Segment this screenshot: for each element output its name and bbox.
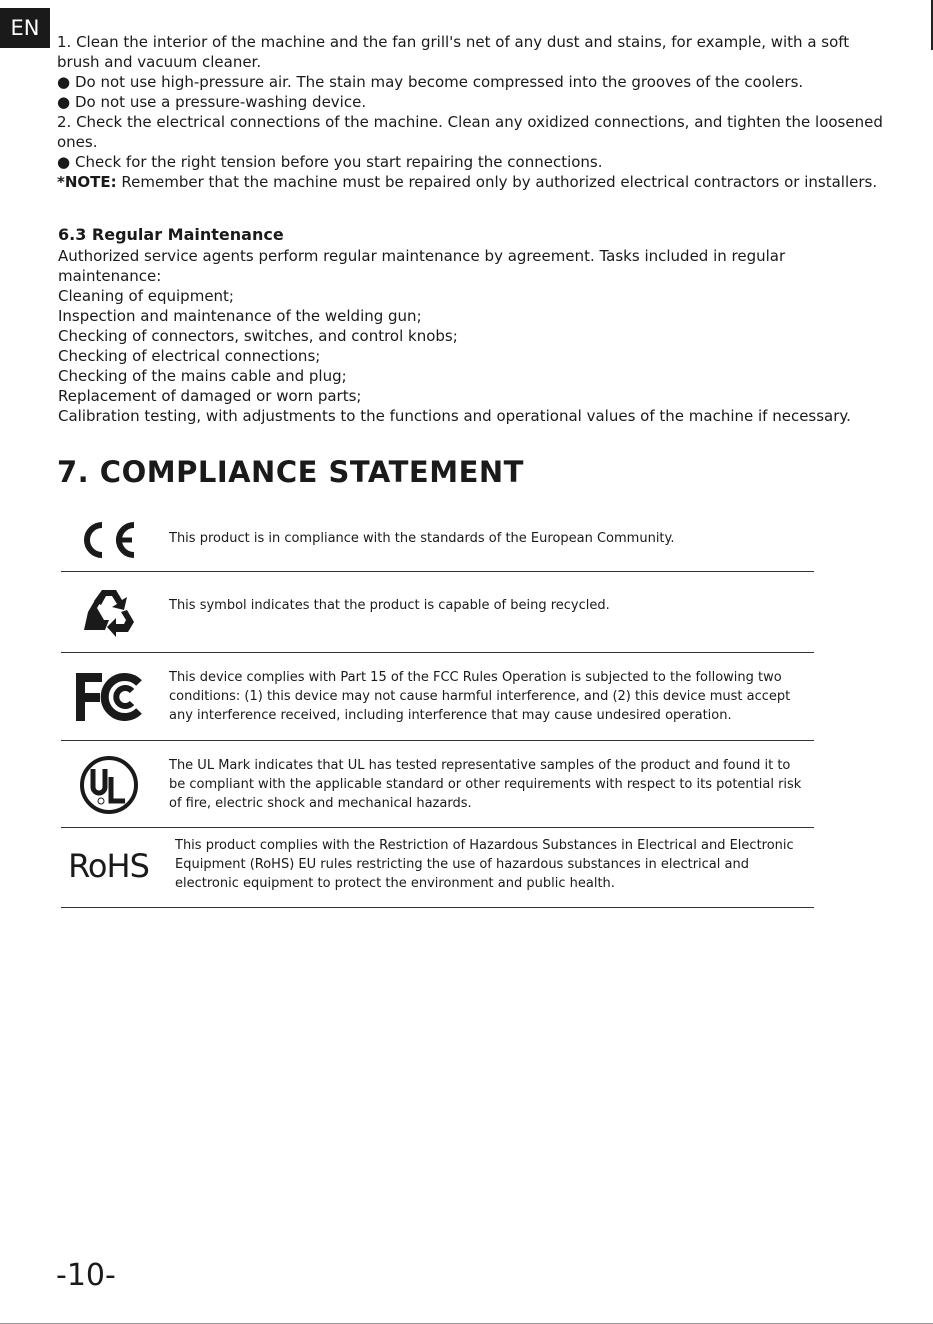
cleaning-item-1: 1. Clean the interior of the machine and the fan grill's net of any dust and stains, for example, with a soft brush and vacuum cleaner. [57,33,850,71]
compliance-heading: 7. COMPLIANCE STATEMENT [57,455,524,489]
section-heading: 6.3 Regular Maintenance [58,225,284,244]
maintenance-task: Calibration testing, with adjustments to the functions and operational values of the machine if necessary. [58,407,851,425]
bullet-item [57,72,887,92]
ce-mark-icon [61,518,156,562]
compliance-text: This product complies with the Restriction of Hazardous Substances in Electrical and Electronic Equipment (RoHS) EU rules restricting the use of hazardous substances in electrical and electronic equipment to protect the environment and public health. [175,838,794,891]
compliance-text: This product is in compliance with the standards of the European Community. [169,531,675,546]
bullet-item [57,152,887,172]
bullet-icon: ● [57,73,71,91]
bullet-icon: ● [57,153,71,171]
bullet-text: Check for the right tension before you start repairing the connections. [75,153,603,171]
language-tab: EN [0,8,50,48]
maintenance-task: Inspection and maintenance of the welding gun; [58,307,422,325]
bullet-text: Do not use a pressure-washing device. [75,93,367,111]
ul-mark-icon [61,755,156,815]
compliance-row-recycle [61,572,814,653]
compliance-row-ce [61,508,814,572]
note-text: Remember that the machine must be repaired only by authorized electrical contractors or installers. [116,173,878,191]
bullet-text: Do not use high-pressure air. The stain may become compressed into the grooves of the coolers. [75,73,804,91]
bullet-icon: ● [57,93,71,111]
compliance-row-fcc [61,653,814,741]
compliance-row-rohs [61,828,814,908]
rohs-icon: RoHS [68,847,149,885]
maintenance-intro: Authorized service agents perform regular maintenance by agreement. Tasks included in regular maintenance: [58,247,786,285]
note [57,172,887,192]
maintenance-task: Cleaning of equipment; [58,287,234,305]
note-label: *NOTE: [57,173,117,191]
compliance-table [61,508,814,908]
recycle-icon [61,586,156,638]
bullet-item [57,92,887,112]
maintenance-task: Checking of the mains cable and plug; [58,367,347,385]
maintenance-task: Replacement of damaged or worn parts; [58,387,362,405]
compliance-text: This symbol indicates that the product is capable of being recycled. [169,598,610,613]
cleaning-item-2: 2. Check the electrical connections of the machine. Clean any oxidized connections, and tighten the loosened ones. [57,113,883,151]
compliance-text: This device complies with Part 15 of the FCC Rules Operation is subjected to the following two conditions: (1) this device may not cause harmful interference, and (2) this device must accept any interference received, including interference that may cause undesired operation. [169,670,791,723]
regular-maintenance-section [57,224,887,426]
maintenance-task: Checking of connectors, switches, and control knobs; [58,327,458,345]
compliance-text: The UL Mark indicates that UL has tested representative samples of the product and found it to be compliant with the applicable standard or other requirements with respect to its potential risk of fire, electric shock and mechanical hazards. [169,758,802,811]
compliance-row-ul [61,741,814,828]
fcc-icon [61,671,156,723]
cleaning-instructions [57,32,887,192]
page-number: -10- [56,1258,116,1293]
maintenance-task: Checking of electrical connections; [58,347,321,365]
